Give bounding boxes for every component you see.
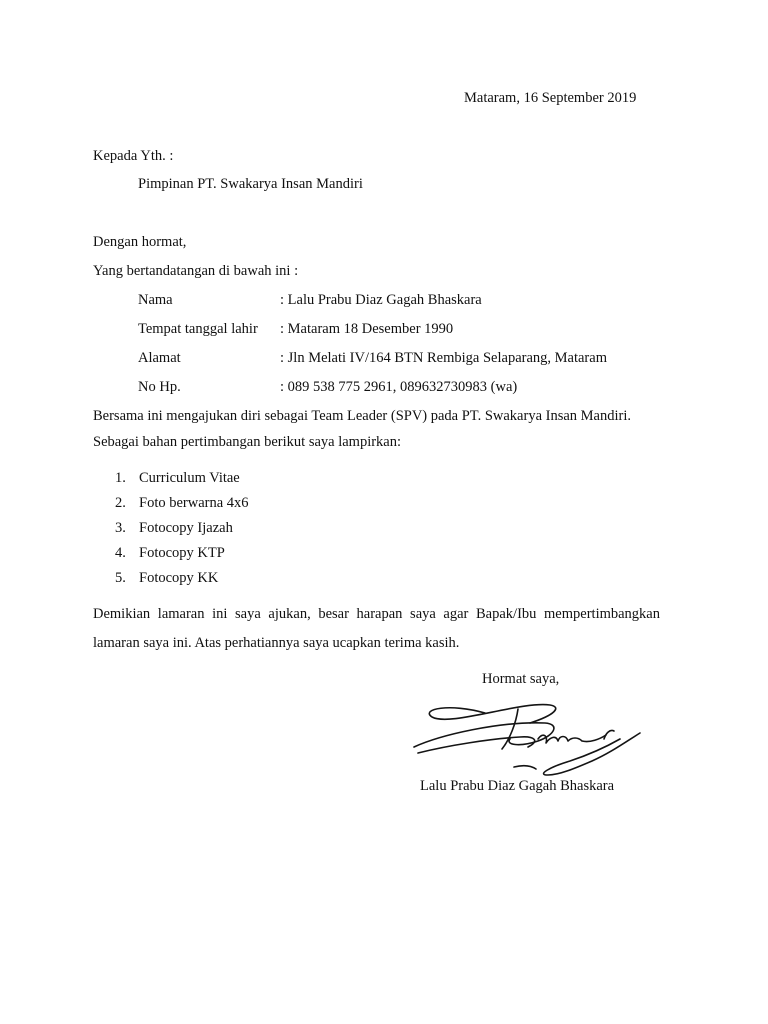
identity-value: : Jln Melati IV/164 BTN Rembiga Selaparang, Mataram <box>280 350 607 366</box>
place-date: Mataram, 16 September 2019 <box>464 90 637 106</box>
list-item: Fotocopy Ijazah <box>139 520 233 536</box>
recipient: Pimpinan PT. Swakarya Insan Mandiri <box>138 176 363 192</box>
greeting: Dengan hormat, <box>93 234 187 250</box>
sign-off: Hormat saya, <box>482 671 560 687</box>
list-number: 5. <box>115 570 126 586</box>
list-item: Foto berwarna 4x6 <box>139 495 249 511</box>
identity-label: Nama <box>138 292 173 308</box>
list-item: Curriculum Vitae <box>139 470 240 486</box>
list-number: 1. <box>115 470 126 486</box>
body-line-2: Sebagai bahan pertimbangan berikut saya lampirkan: <box>93 434 402 450</box>
list-item: Fotocopy KK <box>139 570 219 586</box>
list-number: 4. <box>115 545 126 561</box>
identity-value: : Lalu Prabu Diaz Gagah Bhaskara <box>280 292 482 308</box>
identity-label: Alamat <box>138 350 181 366</box>
list-number: 2. <box>115 495 126 511</box>
identity-value: : Mataram 18 Desember 1990 <box>280 321 454 337</box>
signature-image <box>410 695 650 785</box>
closing-paragraph: Demikian lamaran ini saya ajukan, besar harapan saya agar Bapak/Ibu mempertimbangkan lamaran saya ini. Atas perhatiannya saya ucapkan terima kasih. <box>93 606 660 651</box>
intro-line: Yang bertandatangan di bawah ini : <box>93 263 299 279</box>
identity-label: No Hp. <box>138 379 181 395</box>
list-number: 3. <box>115 520 126 536</box>
identity-value: : 089 538 775 2961, 089632730983 (wa) <box>280 379 518 395</box>
body-line-1: Bersama ini mengajukan diri sebagai Team Leader (SPV) pada PT. Swakarya Insan Mandiri. <box>93 408 632 424</box>
recipient-label: Kepada Yth. : <box>93 148 174 164</box>
list-item: Fotocopy KTP <box>139 545 225 561</box>
signer-name: Lalu Prabu Diaz Gagah Bhaskara <box>420 778 615 794</box>
identity-label: Tempat tanggal lahir <box>138 321 258 337</box>
